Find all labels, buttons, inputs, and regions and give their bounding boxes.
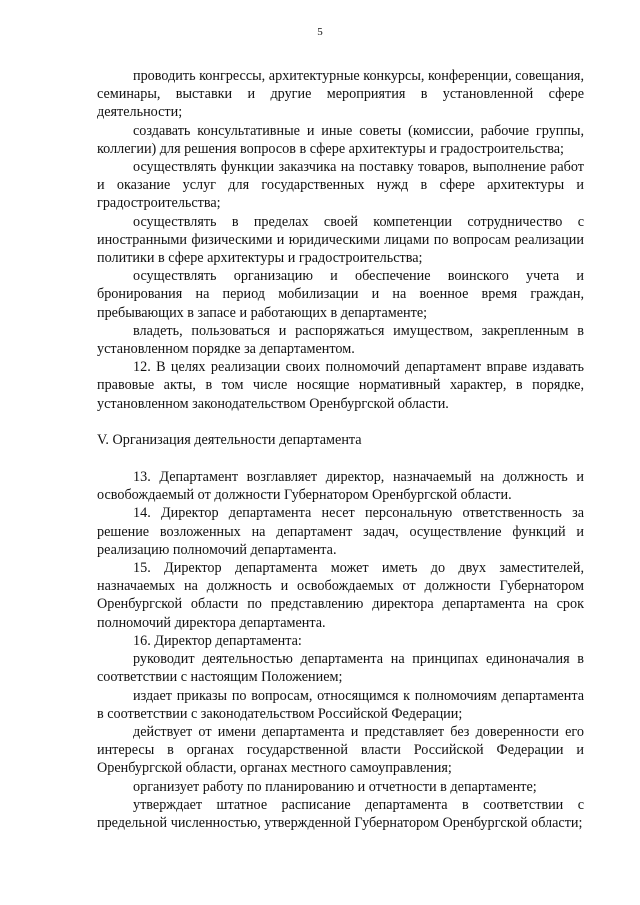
- section-heading: V. Организация деятельности департамента: [97, 431, 362, 448]
- paragraph: 13. Департамент возглавляет директор, назначаемый на должность и освобождаемый от должности Губернатором Оренбургской области.: [97, 469, 584, 504]
- paragraph: осуществлять организацию и обеспечение воинского учета и бронирования на период мобилизации и на военное время граждан, пребывающих в запасе и работающих в департаменте;: [97, 268, 584, 321]
- paragraph: проводить конгрессы, архитектурные конкурсы, конференции, совещания, семинары, выставки и другие мероприятия в установленной сфере деятельности;: [97, 68, 584, 121]
- paragraph: 15. Директор департамента может иметь до двух заместителей, назначаемых на должность и освобождаемых от должности Губернатором Оренбургской области по представлению директора департамента на срок полномочий директора департамента.: [97, 560, 584, 631]
- document-body: [97, 67, 584, 832]
- paragraph: руководит деятельностью департамента на принципах единоначалия в соответствии с настоящим Положением;: [97, 651, 584, 686]
- page-number: 5: [317, 26, 323, 38]
- paragraph: 16. Директор департамента:: [133, 632, 302, 649]
- paragraph: осуществлять в пределах своей компетенции сотрудничество с иностранными физическими и юридическими лицами по вопросам реализации политики в сфере архитектуры и градостроительства;: [97, 213, 584, 267]
- paragraph: осуществлять функции заказчика на поставку товаров, выполнение работ и оказание услуг для государственных нужд в сфере архитектуры и градостроительства;: [97, 159, 584, 212]
- paragraph: создавать консультативные и иные советы (комиссии, рабочие группы, коллегии) для решения вопросов в сфере архитектуры и градостроительства;: [97, 122, 584, 157]
- paragraph: владеть, пользоваться и распоряжаться имуществом, закрепленным в установленном порядке за департаментом.: [97, 322, 584, 358]
- paragraph: 14. Директор департамента несет персональную ответственность за решение возложенных на департамент задач, осуществление функций и реализацию полномочий департамента.: [97, 505, 584, 558]
- paragraph: действует от имени департамента и представляет без доверенности его интересы в органах государственной власти Российской Федерации и Оренбургской области, органах местного самоуправления;: [97, 723, 584, 777]
- paragraph: организует работу по планированию и отчетности в департаменте;: [133, 778, 537, 795]
- paragraph: издает приказы по вопросам, относящимся к полномочиям департамента в соответствии с законодательством Российской Федерации;: [97, 687, 584, 722]
- paragraph: утверждает штатное расписание департамента в соответствии с предельной численностью, утвержденной Губернатором Оренбургской области;: [97, 796, 584, 831]
- paragraph: 12. В целях реализации своих полномочий департамент вправе издавать правовые акты, в том числе носящие нормативный характер, в порядке, установленном законодательством Оренбургской области.: [97, 359, 584, 412]
